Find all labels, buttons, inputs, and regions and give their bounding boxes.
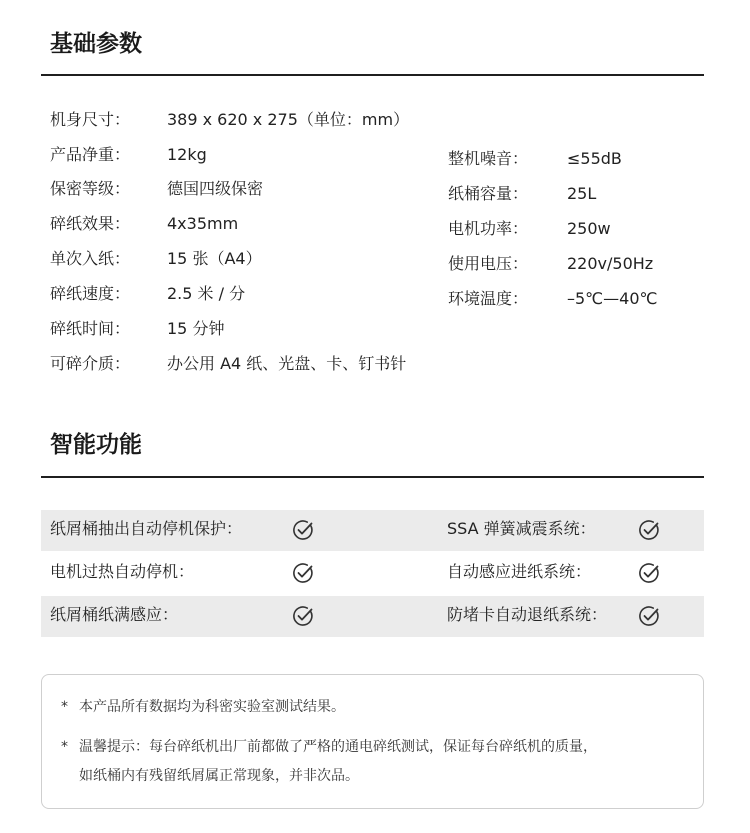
section-divider <box>41 476 704 478</box>
note-continuation: 如纸桶内有残留纸屑属正常现象，并非次品。 <box>79 768 359 784</box>
spec-key: 整机噪音： <box>448 149 529 168</box>
spec-value: 25L <box>567 184 597 203</box>
basic-params-title: 基础参数 <box>50 31 142 57</box>
feature-row <box>41 553 704 594</box>
spec-value: 15 分钟 <box>167 319 225 338</box>
note-bullet: * <box>61 699 68 715</box>
spec-value: 12kg <box>167 145 207 164</box>
feature-row <box>41 596 704 637</box>
spec-value: ≤55dB <box>567 149 622 168</box>
feature-label: 纸屑桶抽出自动停机保护： <box>50 519 243 538</box>
spec-key: 碎纸时间： <box>50 319 131 338</box>
spec-key: 纸桶容量： <box>448 184 529 203</box>
note-text: 本产品所有数据均为科密实验室测试结果。 <box>79 699 345 715</box>
smart-features-title: 智能功能 <box>50 432 142 458</box>
spec-value: 220v/50Hz <box>567 254 654 273</box>
spec-key: 环境温度： <box>448 289 529 308</box>
feature-label: 纸屑桶纸满感应： <box>50 605 179 624</box>
feature-label: SSA 弹簧减震系统： <box>447 519 596 538</box>
spec-key: 碎纸速度： <box>50 284 131 303</box>
spec-value: 4x35mm <box>167 214 239 233</box>
feature-label: 电机过热自动停机： <box>50 562 195 581</box>
spec-key: 可碎介质： <box>50 354 131 373</box>
check-circle-icon <box>638 605 660 627</box>
section-divider <box>41 74 704 76</box>
feature-label: 防堵卡自动退纸系统： <box>447 605 608 624</box>
feature-label: 自动感应进纸系统： <box>447 562 592 581</box>
spec-value: 250w <box>567 219 611 238</box>
check-circle-icon <box>638 519 660 541</box>
check-circle-icon <box>292 562 314 584</box>
spec-key: 机身尺寸： <box>50 110 131 129</box>
spec-value: 2.5 米 / 分 <box>167 284 246 303</box>
spec-value: 德国四级保密 <box>167 179 264 198</box>
spec-value: 办公用 A4 纸、光盘、卡、钉书针 <box>167 354 407 373</box>
note-bullet: * <box>61 739 68 755</box>
spec-value: 15 张（A4） <box>167 249 262 268</box>
spec-value: –5℃—40℃ <box>567 289 658 308</box>
spec-value: 389 x 620 x 275（单位：mm） <box>167 110 410 129</box>
check-circle-icon <box>292 519 314 541</box>
notes-box <box>41 674 704 809</box>
check-circle-icon <box>292 605 314 627</box>
spec-key: 电机功率： <box>448 219 529 238</box>
note-text: 温馨提示：每台碎纸机出厂前都做了严格的通电碎纸测试，保证每台碎纸机的质量， <box>79 739 597 755</box>
spec-key: 单次入纸： <box>50 249 131 268</box>
spec-key: 产品净重： <box>50 145 131 164</box>
check-circle-icon <box>638 562 660 584</box>
feature-row <box>41 510 704 551</box>
spec-key: 保密等级： <box>50 179 131 198</box>
spec-key: 使用电压： <box>448 254 529 273</box>
spec-key: 碎纸效果： <box>50 214 131 233</box>
